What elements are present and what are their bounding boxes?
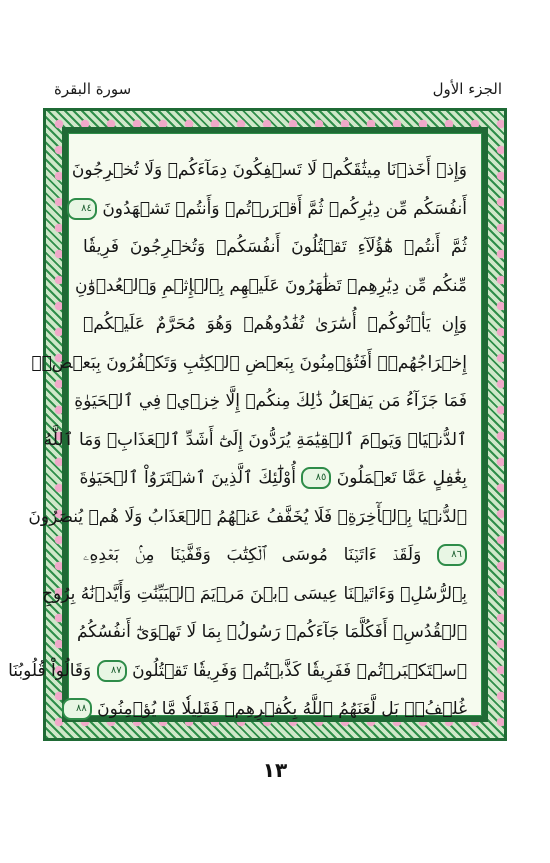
verse-line	[28, 501, 467, 533]
verse-line	[83, 231, 467, 263]
ayah-number-marker: ٨٧	[97, 660, 127, 682]
verse-line	[43, 424, 467, 456]
verse-text: ٱلدُّنۡيَاۖ وَيَوۡمَ ٱلۡقِيَٰمَةِ يُرَدُّونَ إِلَىٰٓ أَشَدِّ ٱلۡعَذَابِۗ وَمَا ٱللَّهُ	[43, 429, 467, 450]
verse-text-continued: وَقَالُواْ قُلُوبُنَا	[8, 660, 92, 681]
verse-text: إِخۡرَاجُهُمۡۚ أَفَتُؤۡمِنُونَ بِبَعۡضِ ٱلۡكِتَٰبِ وَتَكۡفُرُونَ بِبَعۡضٖۚ	[31, 352, 467, 373]
verse-text-continued: أُوْلَٰٓئِكَ ٱلَّذِينَ ٱشۡتَرَوُاْ ٱلۡحَيَوٰةَ	[79, 468, 296, 488]
juz-header: الجزء الأول	[432, 80, 502, 98]
verse-text: مِّنكُم مِّن دِيَٰرِهِمۡ تَظَٰهَرُونَ عَلَيۡهِم بِٱلۡإِثۡمِ وَٱلۡعُدۡوَٰنِ	[75, 275, 467, 296]
verse-line	[83, 539, 467, 571]
verse-text: ٱلۡقُدُسِۗ أَفَكُلَّمَا جَآءَكُمۡ رَسُولُۢ بِمَا لَا تَهۡوَىٰٓ أَنفُسُكُمُ	[76, 622, 467, 642]
ayah-number-marker: ٨٨	[62, 698, 92, 720]
verse-text: بِغَٰفِلٍ عَمَّا تَعۡمَلُونَ	[336, 468, 467, 488]
verse-line	[75, 693, 467, 725]
ornamental-frame	[8, 108, 507, 741]
ayah-number-marker: ٨٥	[301, 467, 331, 489]
verse-text: ٱسۡتَكۡبَرۡتُمۡ فَفَرِيقٗا كَذَّبۡتُمۡ وَفَرِيقٗا تَقۡتُلُونَ	[132, 660, 467, 681]
ayah-number-marker: ٨٤	[67, 198, 97, 220]
verse-text: ثُمَّ أَنتُمۡ هَٰٓؤُلَآءِ تَقۡتُلُونَ أَنفُسَكُمۡ وَتُخۡرِجُونَ فَرِيقٗا	[83, 237, 467, 257]
verse-text: بِٱلرُّسُلِۖ وَءَاتَيۡنَا عِيسَى ٱبۡنَ مَرۡيَمَ ٱلۡبَيِّنَٰتِ وَأَيَّدۡنَٰهُ بِرُوحِ	[42, 583, 467, 604]
ayah-number-marker: ٨٦	[437, 544, 467, 566]
verse-line	[83, 308, 467, 340]
verse-line	[42, 578, 467, 610]
verse-text: أَنفُسَكُم مِّن دِيَٰرِكُمۡ ثُمَّ أَقۡرَرۡتُمۡ وَأَنتُمۡ تَشۡهَدُونَ	[102, 198, 467, 219]
page-number: ١٣	[262, 758, 288, 782]
verse-text: وَإِذۡ أَخَذۡنَا مِيثَٰقَكُمۡ لَا تَسۡفِكُونَ دِمَآءَكُمۡ وَلَا تُخۡرِجُونَ	[71, 160, 467, 180]
verse-line	[83, 193, 467, 225]
verse-text: فَمَا جَزَآءُ مَن يَفۡعَلُ ذَٰلِكَ مِنكُمۡ إِلَّا خِزۡيٞ فِي ٱلۡحَيَوٰةِ	[74, 391, 467, 411]
verse-line	[79, 462, 467, 494]
verse-line	[74, 385, 467, 417]
verse-line	[75, 270, 467, 302]
verse-line	[76, 616, 467, 648]
verse-text-continued: وَلَقَدۡ ءَاتَيۡنَا مُوسَى ٱلۡكِتَٰبَ وَقَفَّيۡنَا مِنۢ بَعۡدِهِۦ	[83, 545, 422, 565]
verse-text: وَإِن يَأۡتُوكُمۡ أُسَٰرَىٰ تُفَٰدُوهُمۡ وَهُوَ مُحَرَّمٌ عَلَيۡكُمۡ	[83, 314, 467, 334]
verse-line	[71, 154, 467, 186]
surah-header: سورة البقرة	[54, 80, 132, 98]
inner-border	[8, 127, 488, 722]
verse-line	[31, 347, 467, 379]
verse-text: ٱلدُّنۡيَا بِٱلۡأٓخِرَةِۖ فَلَا يُخَفَّفُ عَنۡهُمُ ٱلۡعَذَابُ وَلَا هُمۡ يُنصَرُونَ	[28, 506, 467, 527]
verse-line	[8, 655, 467, 687]
verse-text: غُلۡفُۢۚ بَل لَّعَنَهُمُ ٱللَّهُ بِكُفۡرِهِمۡ فَقَلِيلٗا مَّا يُؤۡمِنُونَ	[97, 699, 467, 719]
quran-text-area	[8, 133, 482, 719]
